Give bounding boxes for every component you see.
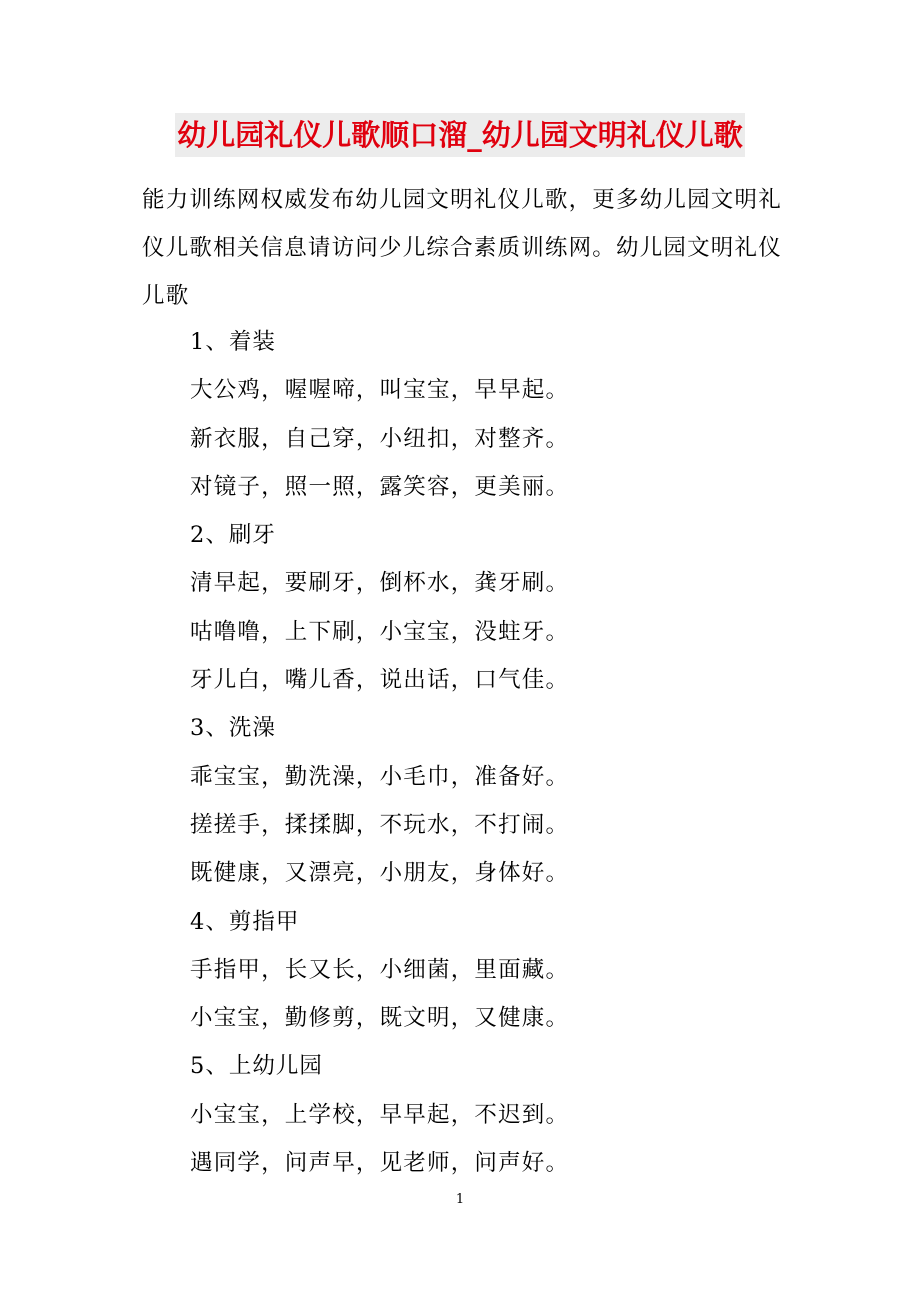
poem-line: 遇同学，问声早，见老师，问声好。 (190, 1150, 570, 1177)
poem-line: 搓搓手，揉揉脚，不玩水，不打闹。 (190, 811, 570, 838)
section-heading-kindergarten: 5、上幼儿园 (190, 1053, 323, 1080)
poem-line: 乖宝宝，勤洗澡，小毛巾，准备好。 (190, 763, 570, 790)
document-title: 幼儿园礼仪儿歌顺口溜_幼儿园文明礼仪儿歌 (175, 113, 745, 157)
page-number: 1 (455, 1192, 465, 1207)
poem-line: 大公鸡，喔喔啼，叫宝宝，早早起。 (190, 377, 570, 404)
section-heading-bathing: 3、洗澡 (190, 715, 276, 742)
poem-line: 小宝宝，上学校，早早起，不迟到。 (190, 1101, 570, 1128)
title-container (0, 113, 920, 157)
poem-line: 手指甲，长又长，小细菌，里面藏。 (190, 956, 570, 983)
poem-line: 小宝宝，勤修剪，既文明，又健康。 (190, 1005, 570, 1032)
poem-line: 清早起，要刷牙，倒杯水，龚牙刷。 (190, 570, 570, 597)
intro-paragraph: 能力训练网权威发布幼儿园文明礼仪儿歌，更多幼儿园文明礼仪儿歌相关信息请访问少儿综合素质训练网。幼儿园文明礼仪儿歌 (142, 187, 782, 309)
poem-line: 既健康，又漂亮，小朋友，身体好。 (190, 860, 570, 887)
poem-line: 对镜子，照一照，露笑容，更美丽。 (190, 473, 570, 500)
poem-line: 新衣服，自己穿，小纽扣，对整齐。 (190, 425, 570, 452)
poem-body (190, 318, 810, 1187)
section-heading-nails: 4、剪指甲 (190, 908, 300, 935)
poem-line: 咕噜噜，上下刷，小宝宝，没蛀牙。 (190, 618, 570, 645)
poem-line: 牙儿白，嘴儿香，说出话，口气佳。 (190, 667, 570, 694)
section-heading-dressing: 1、着装 (190, 329, 276, 355)
section-heading-brushing: 2、刷牙 (190, 522, 276, 549)
